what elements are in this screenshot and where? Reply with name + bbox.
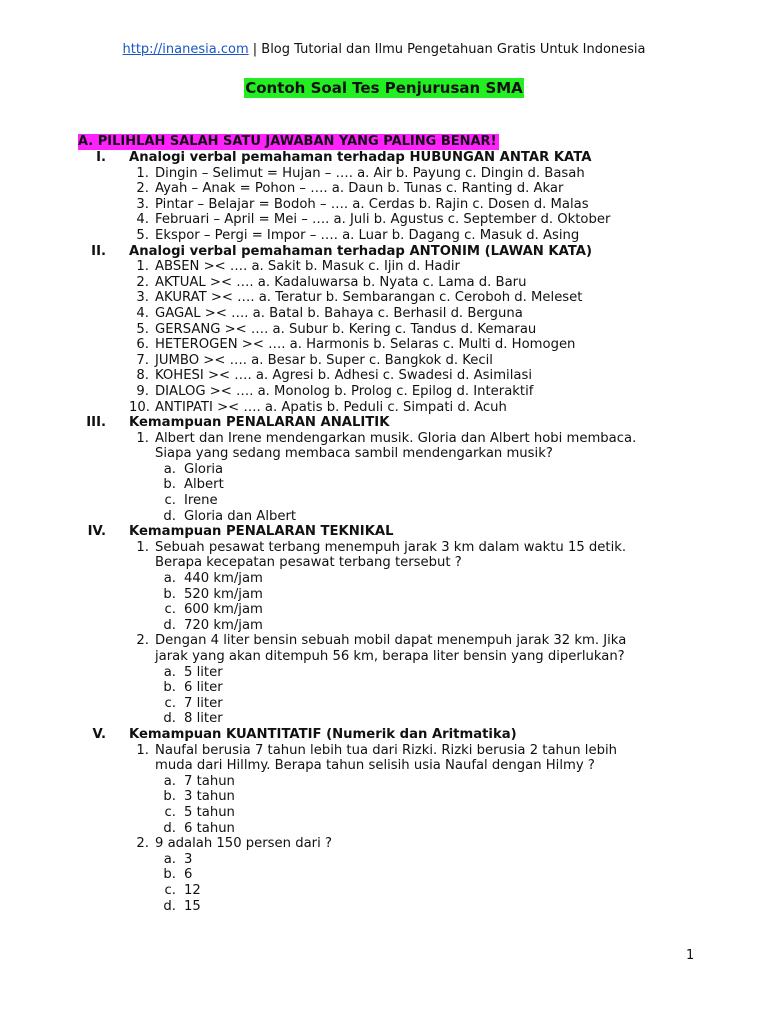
question-item xyxy=(0,337,768,353)
section-title: Analogi verbal pemahaman terhadap HUBUNGAN ANTAR KATA xyxy=(129,150,592,165)
question-text: GAGAL >< …. a. Batal b. Bahaya c. Berhasil d. Berguna xyxy=(155,305,523,321)
question-number: 5. xyxy=(136,227,149,243)
site-tagline: | Blog Tutorial dan Ilmu Pengetahuan Gratis Untuk Indonesia xyxy=(248,42,646,57)
section-roman-numeral: III. xyxy=(86,415,106,431)
option-text: Gloria xyxy=(184,461,224,477)
section-title: Kemampuan PENALARAN TEKNIKAL xyxy=(129,524,394,540)
section-a-heading: A. PILIHLAH SALAH SATU JAWABAN YANG PALING BENAR! xyxy=(78,134,497,149)
question-item xyxy=(0,212,768,228)
option-text: 7 liter xyxy=(184,695,223,711)
answer-option xyxy=(0,509,768,525)
question-number: 1. xyxy=(136,539,149,555)
option-text: 3 xyxy=(184,851,193,867)
question-text: Naufal berusia 7 tahun lebih tua dari Rizki. Rizki berusia 2 tahun lebih xyxy=(155,742,617,758)
question-number: 3. xyxy=(136,290,149,306)
option-letter: a. xyxy=(163,664,176,680)
option-letter: b. xyxy=(163,867,176,883)
option-letter: c. xyxy=(164,882,176,898)
option-letter: c. xyxy=(164,804,176,820)
question-text: HETEROGEN >< …. a. Harmonis b. Selaras c. Multi d. Homogen xyxy=(155,337,576,353)
question-text: Februari – April = Mei – …. a. Juli b. Agustus c. September d. Oktober xyxy=(155,212,611,228)
option-letter: b. xyxy=(163,586,176,602)
question-text: Pintar – Belajar = Bodoh – …. a. Cerdas b. Rajin c. Dosen d. Malas xyxy=(155,196,589,212)
question-text: Sebuah pesawat terbang menempuh jarak 3 km dalam waktu 15 detik. xyxy=(155,539,627,555)
question-continuation xyxy=(0,649,768,665)
question-text: AKTUAL >< …. a. Kadaluwarsa b. Nyata c. Lama d. Baru xyxy=(155,274,527,290)
question-number: 6. xyxy=(136,337,149,353)
question-text: Ayah – Anak = Pohon – …. a. Daun b. Tunas c. Ranting d. Akar xyxy=(155,181,564,197)
option-text: 15 xyxy=(184,898,201,914)
page-number: 1 xyxy=(686,948,695,963)
answer-option xyxy=(0,821,768,837)
answer-option xyxy=(0,680,768,696)
question-item xyxy=(0,259,768,275)
question-number: 1. xyxy=(136,259,149,275)
question-item xyxy=(0,353,768,369)
question-number: 2. xyxy=(136,633,149,649)
option-text: 6 xyxy=(184,867,193,883)
option-text: Albert xyxy=(184,477,224,493)
option-letter: d. xyxy=(163,898,176,914)
question-text: Siapa yang sedang membaca sambil mendengarkan musik? xyxy=(155,446,553,462)
page-header xyxy=(0,41,768,59)
section-roman-numeral: II. xyxy=(91,243,106,259)
option-letter: b. xyxy=(163,680,176,696)
question-text: muda dari Hillmy. Berapa tahun selisih usia Naufal dengan Hilmy ? xyxy=(155,758,595,774)
option-letter: d. xyxy=(163,508,176,524)
option-text: 5 liter xyxy=(184,664,223,680)
option-text: Gloria dan Albert xyxy=(184,508,297,524)
question-text: Dengan 4 liter bensin sebuah mobil dapat menempuh jarak 32 km. Jika xyxy=(155,633,627,649)
question-number: 7. xyxy=(136,352,149,368)
document-title: Contoh Soal Tes Penjurusan SMA xyxy=(245,79,523,97)
option-text: 6 tahun xyxy=(184,820,235,836)
answer-option xyxy=(0,493,768,509)
option-text: 440 km/jam xyxy=(184,571,263,587)
question-item xyxy=(0,743,768,759)
answer-option xyxy=(0,852,768,868)
question-item xyxy=(0,400,768,416)
question-item xyxy=(0,197,768,213)
question-item xyxy=(0,633,768,649)
question-item xyxy=(0,228,768,244)
answer-option xyxy=(0,602,768,618)
question-item xyxy=(0,275,768,291)
question-number: 4. xyxy=(136,305,149,321)
question-number: 1. xyxy=(136,742,149,758)
section-roman-numeral: IV. xyxy=(87,524,106,540)
option-letter: a. xyxy=(163,571,176,587)
question-text: ABSEN >< …. a. Sakit b. Masuk c. Ijin d. Hadir xyxy=(155,259,460,275)
question-item xyxy=(0,166,768,182)
question-list xyxy=(0,150,768,914)
option-letter: d. xyxy=(163,820,176,836)
option-text: Irene xyxy=(184,493,218,509)
answer-option xyxy=(0,867,768,883)
question-item xyxy=(0,290,768,306)
question-text: Berapa kecepatan pesawat terbang tersebut ? xyxy=(155,555,462,571)
question-item xyxy=(0,368,768,384)
option-letter: a. xyxy=(163,461,176,477)
option-text: 720 km/jam xyxy=(184,617,263,633)
option-letter: b. xyxy=(163,789,176,805)
option-text: 6 liter xyxy=(184,680,223,696)
answer-option xyxy=(0,477,768,493)
answer-option xyxy=(0,696,768,712)
option-text: 3 tahun xyxy=(184,789,235,805)
question-item xyxy=(0,836,768,852)
option-letter: a. xyxy=(163,851,176,867)
option-letter: c. xyxy=(164,602,176,618)
question-text: 9 adalah 150 persen dari ? xyxy=(155,836,332,852)
question-text: KOHESI >< …. a. Agresi b. Adhesi c. Swadesi d. Asimilasi xyxy=(155,368,532,384)
question-number: 2. xyxy=(136,274,149,290)
question-text: GERSANG >< …. a. Subur b. Kering c. Tandus d. Kemarau xyxy=(155,321,537,337)
question-continuation xyxy=(0,555,768,571)
section-title: Analogi verbal pemahaman terhadap ANTONIM (LAWAN KATA) xyxy=(129,243,593,259)
option-letter: c. xyxy=(164,695,176,711)
question-number: 9. xyxy=(136,383,149,399)
option-text: 5 tahun xyxy=(184,804,235,820)
question-item xyxy=(0,181,768,197)
question-item xyxy=(0,322,768,338)
section-title: Kemampuan KUANTITATIF (Numerik dan Aritmatika) xyxy=(129,726,517,742)
section-heading xyxy=(0,415,768,431)
answer-option xyxy=(0,571,768,587)
section-heading xyxy=(0,244,768,260)
answer-option xyxy=(0,665,768,681)
question-number: 5. xyxy=(136,321,149,337)
question-continuation xyxy=(0,758,768,774)
question-number: 1. xyxy=(136,430,149,446)
question-number: 4. xyxy=(136,212,149,228)
section-heading xyxy=(0,727,768,743)
answer-option xyxy=(0,462,768,478)
question-text: ANTIPATI >< …. a. Apatis b. Peduli c. Simpati d. Acuh xyxy=(155,399,507,415)
option-text: 8 liter xyxy=(184,711,223,727)
option-text: 520 km/jam xyxy=(184,586,263,602)
title-wrap xyxy=(0,78,768,98)
question-item xyxy=(0,431,768,447)
question-item xyxy=(0,540,768,556)
question-text: DIALOG >< …. a. Monolog b. Prolog c. Epilog d. Interaktif xyxy=(155,383,534,399)
option-letter: b. xyxy=(163,477,176,493)
question-text: JUMBO >< …. a. Besar b. Super c. Bangkok d. Kecil xyxy=(155,352,493,368)
question-item xyxy=(0,384,768,400)
answer-option xyxy=(0,774,768,790)
option-text: 7 tahun xyxy=(184,773,235,789)
question-item xyxy=(0,306,768,322)
section-title: Kemampuan PENALARAN ANALITIK xyxy=(129,415,390,431)
answer-option xyxy=(0,618,768,634)
question-text: Albert dan Irene mendengarkan musik. Gloria dan Albert hobi membaca. xyxy=(155,430,637,446)
question-number: 1. xyxy=(136,165,149,181)
answer-option xyxy=(0,805,768,821)
question-number: 2. xyxy=(136,836,149,852)
question-number: 2. xyxy=(136,181,149,197)
section-heading xyxy=(0,524,768,540)
answer-option xyxy=(0,883,768,899)
answer-option xyxy=(0,587,768,603)
question-number: 3. xyxy=(136,196,149,212)
question-number: 10. xyxy=(129,399,150,415)
question-text: Dingin – Selimut = Hujan – …. a. Air b. Payung c. Dingin d. Basah xyxy=(155,165,585,181)
option-text: 12 xyxy=(184,882,201,898)
option-text: 600 km/jam xyxy=(184,602,263,618)
question-number: 8. xyxy=(136,368,149,384)
section-roman-numeral: V. xyxy=(92,726,106,742)
option-letter: d. xyxy=(163,711,176,727)
answer-option xyxy=(0,711,768,727)
option-letter: d. xyxy=(163,617,176,633)
question-text: AKURAT >< …. a. Teratur b. Sembarangan c. Ceroboh d. Meleset xyxy=(155,290,583,306)
question-text: Ekspor – Pergi = Impor – …. a. Luar b. Dagang c. Masuk d. Asing xyxy=(155,227,580,243)
option-letter: c. xyxy=(164,493,176,509)
option-letter: a. xyxy=(163,773,176,789)
answer-option xyxy=(0,899,768,915)
section-heading xyxy=(0,150,768,166)
question-text: jarak yang akan ditempuh 56 km, berapa liter bensin yang diperlukan? xyxy=(155,649,625,664)
answer-option xyxy=(0,789,768,805)
question-continuation xyxy=(0,446,768,462)
section-roman-numeral: I. xyxy=(96,150,106,165)
site-link[interactable]: http://inanesia.com xyxy=(122,42,249,57)
